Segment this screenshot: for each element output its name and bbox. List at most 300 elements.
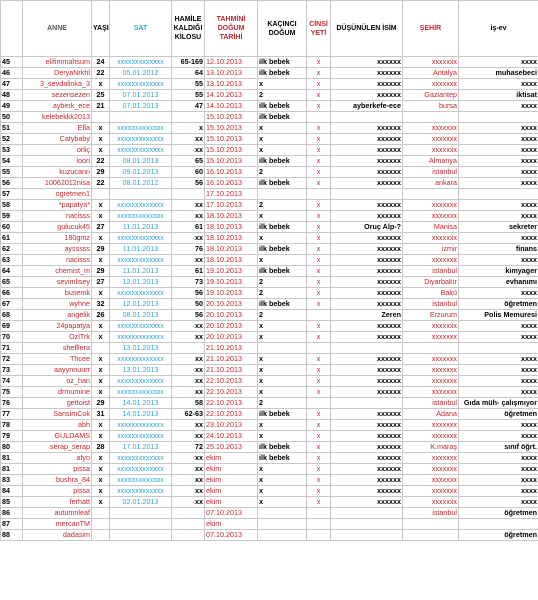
cell-dogum-tarihi[interactable]: 22.10.2013 [205, 376, 258, 387]
cell-num[interactable]: 56 [1, 178, 23, 189]
cell-dusunulen-isim[interactable]: xxxxxx [331, 387, 403, 398]
cell-dusunulen-isim[interactable]: xxxxxx [331, 420, 403, 431]
cell-dusunulen-isim[interactable]: xxxxxx [331, 277, 403, 288]
cell-dogum-tarihi[interactable]: ekim [205, 475, 258, 486]
cell-dogum-tarihi[interactable]: 21.10.2013 [205, 343, 258, 354]
cell-sehir[interactable]: xxxxxxx [403, 332, 459, 343]
cell-sehir[interactable]: istanbul [403, 266, 459, 277]
cell-kilo[interactable]: 55 [172, 90, 205, 101]
cell-cinsiyet[interactable]: x [307, 90, 331, 101]
cell-sat[interactable]: xxxxxxxxxxxxx [110, 486, 172, 497]
cell-cinsiyet[interactable]: x [307, 442, 331, 453]
cell-dusunulen-isim[interactable]: xxxxxx [331, 68, 403, 79]
cell-dogum-tarihi[interactable]: 15.10.2013 [205, 134, 258, 145]
cell-kilo[interactable]: 73 [172, 277, 205, 288]
cell-sehir[interactable]: istanbul [403, 398, 459, 409]
header-num[interactable] [1, 1, 23, 57]
cell-sat[interactable]: xxxxxxxxxxxxx [110, 387, 172, 398]
cell-is-ev[interactable]: xxxx [459, 497, 538, 508]
cell-anne[interactable]: DeryaNrkhl [23, 68, 92, 79]
cell-cinsiyet[interactable]: x [307, 145, 331, 156]
cell-is-ev[interactable]: xxxx [459, 387, 538, 398]
cell-num[interactable]: 54 [1, 156, 23, 167]
cell-dogum-tarihi[interactable]: 21.10.2013 [205, 365, 258, 376]
cell-sat[interactable]: xxxxxxxxxxxxx [110, 376, 172, 387]
cell-yas[interactable]: x [92, 486, 110, 497]
cell-sat[interactable]: 13.01.2013 [110, 365, 172, 376]
cell-num[interactable]: 71 [1, 343, 23, 354]
cell-yas[interactable]: 27 [92, 277, 110, 288]
cell-cinsiyet[interactable]: x [307, 299, 331, 310]
cell-sat[interactable]: xxxxxxxxxxxxx [110, 57, 172, 68]
cell-dogum-tarihi[interactable]: 07.10.2013 [205, 508, 258, 519]
cell-kacinci-dogum[interactable]: x [258, 431, 307, 442]
cell-kacinci-dogum[interactable]: x [258, 475, 307, 486]
cell-num[interactable]: 61 [1, 233, 23, 244]
cell-is-ev[interactable]: sekreter [459, 222, 538, 233]
cell-sat[interactable]: xxxxxxxxxxxxx [110, 233, 172, 244]
cell-yas[interactable]: x [92, 497, 110, 508]
cell-num[interactable]: 58 [1, 200, 23, 211]
cell-sat[interactable]: xxxxxxxxxxxxx [110, 332, 172, 343]
cell-kacinci-dogum[interactable]: 2 [258, 277, 307, 288]
cell-kacinci-dogum[interactable]: x [258, 211, 307, 222]
cell-kacinci-dogum[interactable] [258, 508, 307, 519]
cell-anne[interactable]: elifimmahsum [23, 57, 92, 68]
cell-num[interactable]: 77 [1, 409, 23, 420]
cell-dogum-tarihi[interactable]: 18.10.2013 [205, 255, 258, 266]
cell-kacinci-dogum[interactable]: x [258, 387, 307, 398]
cell-cinsiyet[interactable]: x [307, 387, 331, 398]
cell-kacinci-dogum[interactable]: 2 [258, 288, 307, 299]
cell-kacinci-dogum[interactable]: x [258, 134, 307, 145]
cell-dogum-tarihi[interactable]: ekim [205, 453, 258, 464]
cell-is-ev[interactable]: xxxx [459, 200, 538, 211]
cell-kacinci-dogum[interactable]: ilk bebek [258, 178, 307, 189]
cell-is-ev[interactable]: öğretmen [459, 299, 538, 310]
cell-anne[interactable]: ayberk_ece [23, 101, 92, 112]
cell-is-ev[interactable]: sınıf öğrt. [459, 442, 538, 453]
cell-yas[interactable]: x [92, 211, 110, 222]
cell-anne[interactable]: sevimlisey [23, 277, 92, 288]
cell-anne[interactable]: SansimCok [23, 409, 92, 420]
cell-yas[interactable]: x [92, 453, 110, 464]
cell-sehir[interactable]: bursa [403, 101, 459, 112]
cell-is-ev[interactable]: xxxx [459, 453, 538, 464]
cell-kacinci-dogum[interactable]: ilk bebek [258, 244, 307, 255]
cell-yas[interactable]: 29 [92, 167, 110, 178]
cell-is-ev[interactable] [459, 343, 538, 354]
cell-num[interactable]: 68 [1, 310, 23, 321]
cell-cinsiyet[interactable]: x [307, 167, 331, 178]
cell-sehir[interactable]: xxxxxxx [403, 376, 459, 387]
cell-dogum-tarihi[interactable]: 15.10.2013 [205, 123, 258, 134]
cell-anne[interactable]: oz_han [23, 376, 92, 387]
cell-dogum-tarihi[interactable]: 24.10.2013 [205, 431, 258, 442]
cell-kilo[interactable] [172, 530, 205, 541]
cell-sehir[interactable]: xxxxxxx [403, 387, 459, 398]
cell-kilo[interactable]: xx [172, 134, 205, 145]
cell-cinsiyet[interactable]: x [307, 200, 331, 211]
cell-cinsiyet[interactable]: x [307, 409, 331, 420]
cell-anne[interactable]: Thcee [23, 354, 92, 365]
cell-sehir[interactable]: izmir [403, 244, 459, 255]
cell-dusunulen-isim[interactable]: xxxxxx [331, 431, 403, 442]
header-kacinci-dogum[interactable]: KAÇINCI DOĞUM [258, 1, 307, 57]
cell-cinsiyet[interactable]: x [307, 255, 331, 266]
header-cinsiyet[interactable]: CİNSİ YETİ [307, 1, 331, 57]
cell-dogum-tarihi[interactable]: 07.10.2013 [205, 530, 258, 541]
cell-is-ev[interactable]: iktisat [459, 90, 538, 101]
cell-yas[interactable]: 24 [92, 57, 110, 68]
cell-sat[interactable]: xxxxxxxxxxxxx [110, 475, 172, 486]
cell-kilo[interactable] [172, 189, 205, 200]
cell-anne[interactable]: wyhne [23, 299, 92, 310]
cell-kilo[interactable]: xx [172, 211, 205, 222]
cell-dusunulen-isim[interactable]: xxxxxx [331, 79, 403, 90]
cell-sat[interactable]: 05.01.2012 [110, 68, 172, 79]
cell-cinsiyet[interactable] [307, 189, 331, 200]
cell-sat[interactable]: 11.01.2013 [110, 222, 172, 233]
cell-kacinci-dogum[interactable]: x [258, 145, 307, 156]
cell-cinsiyet[interactable] [307, 519, 331, 530]
cell-kacinci-dogum[interactable]: x [258, 365, 307, 376]
cell-kacinci-dogum[interactable]: ilk bebek [258, 409, 307, 420]
cell-sat[interactable]: xxxxxxxxxxxxx [110, 321, 172, 332]
cell-dusunulen-isim[interactable]: xxxxxx [331, 486, 403, 497]
cell-anne[interactable]: kelebekkk2013 [23, 112, 92, 123]
cell-yas[interactable]: x [92, 79, 110, 90]
cell-dusunulen-isim[interactable]: xxxxxx [331, 233, 403, 244]
cell-sehir[interactable]: Diyarbakır [403, 277, 459, 288]
cell-cinsiyet[interactable]: x [307, 178, 331, 189]
cell-dogum-tarihi[interactable]: 15.10.2013 [205, 112, 258, 123]
cell-yas[interactable]: 26 [92, 310, 110, 321]
cell-dusunulen-isim[interactable]: xxxxxx [331, 134, 403, 145]
cell-kacinci-dogum[interactable]: 2 [258, 167, 307, 178]
cell-kilo[interactable]: 56 [172, 310, 205, 321]
cell-kacinci-dogum[interactable]: x [258, 420, 307, 431]
cell-num[interactable]: 74 [1, 376, 23, 387]
cell-dogum-tarihi[interactable]: 18.10.2013 [205, 233, 258, 244]
cell-anne[interactable]: pissa [23, 486, 92, 497]
cell-num[interactable]: 78 [1, 420, 23, 431]
cell-yas[interactable]: x [92, 420, 110, 431]
cell-kacinci-dogum[interactable]: ilk bebek [258, 299, 307, 310]
cell-sat[interactable]: 07.01.2013 [110, 101, 172, 112]
cell-dogum-tarihi[interactable]: 16.10.2013 [205, 178, 258, 189]
cell-num[interactable]: 45 [1, 57, 23, 68]
cell-num[interactable]: 49 [1, 101, 23, 112]
cell-dusunulen-isim[interactable] [331, 343, 403, 354]
cell-is-ev[interactable]: xxxx [459, 475, 538, 486]
cell-yas[interactable]: x [92, 145, 110, 156]
cell-sehir[interactable]: K.maraş [403, 442, 459, 453]
cell-kilo[interactable]: 62-63 [172, 409, 205, 420]
cell-num[interactable]: 55 [1, 167, 23, 178]
cell-dogum-tarihi[interactable]: ekim [205, 486, 258, 497]
cell-num[interactable]: 60 [1, 222, 23, 233]
cell-cinsiyet[interactable]: x [307, 453, 331, 464]
header-yas[interactable]: YAŞI [92, 1, 110, 57]
cell-anne[interactable]: gettoist [23, 398, 92, 409]
cell-kilo[interactable]: 64 [172, 68, 205, 79]
cell-sat[interactable]: xxxxxxxxxxxxx [110, 200, 172, 211]
cell-num[interactable]: 76 [1, 398, 23, 409]
cell-sat[interactable] [110, 112, 172, 123]
cell-num[interactable]: 67 [1, 299, 23, 310]
cell-kacinci-dogum[interactable]: ilk bebek [258, 453, 307, 464]
cell-kilo[interactable] [172, 343, 205, 354]
cell-cinsiyet[interactable]: x [307, 57, 331, 68]
header-kilo[interactable]: HAMİLE KALDIĞI KİLOSU [172, 1, 205, 57]
cell-dogum-tarihi[interactable]: 22.10.2013 [205, 409, 258, 420]
cell-sat[interactable]: 13.01.2013 [110, 343, 172, 354]
cell-cinsiyet[interactable]: x [307, 332, 331, 343]
cell-num[interactable]: 80 [1, 442, 23, 453]
cell-num[interactable]: 46 [1, 68, 23, 79]
cell-is-ev[interactable]: xxxx [459, 365, 538, 376]
header-sat[interactable]: SAT [110, 1, 172, 57]
cell-is-ev[interactable]: evhanımı [459, 277, 538, 288]
cell-sehir[interactable]: Gaziantep [403, 90, 459, 101]
cell-cinsiyet[interactable] [307, 112, 331, 123]
cell-kilo[interactable]: 72 [172, 442, 205, 453]
cell-kilo[interactable] [172, 508, 205, 519]
cell-yas[interactable]: 28 [92, 442, 110, 453]
cell-sat[interactable]: xxxxxxxxxxxxx [110, 123, 172, 134]
cell-dusunulen-isim[interactable]: xxxxxx [331, 321, 403, 332]
cell-num[interactable]: 83 [1, 475, 23, 486]
cell-num[interactable]: 53 [1, 145, 23, 156]
cell-sehir[interactable]: xxxxxxx [403, 321, 459, 332]
cell-cinsiyet[interactable]: x [307, 156, 331, 167]
cell-sat[interactable]: xxxxxxxxxxxxx [110, 145, 172, 156]
cell-cinsiyet[interactable]: x [307, 233, 331, 244]
cell-num[interactable]: 73 [1, 365, 23, 376]
cell-sat[interactable]: xxxxxxxxxxxxx [110, 431, 172, 442]
cell-anne[interactable]: nacisss [23, 255, 92, 266]
cell-dusunulen-isim[interactable]: ayberkefe-ece [331, 101, 403, 112]
cell-sat[interactable]: 08.01.2013 [110, 156, 172, 167]
cell-is-ev[interactable]: xxxx [459, 354, 538, 365]
cell-dusunulen-isim[interactable]: xxxxxx [331, 332, 403, 343]
cell-yas[interactable]: x [92, 376, 110, 387]
cell-anne[interactable]: GULDAMS [23, 431, 92, 442]
cell-num[interactable]: 50 [1, 112, 23, 123]
cell-yas[interactable]: 32 [92, 299, 110, 310]
cell-anne[interactable]: pissa [23, 464, 92, 475]
cell-dogum-tarihi[interactable]: ekim [205, 464, 258, 475]
cell-sat[interactable]: xxxxxxxxxxxxx [110, 255, 172, 266]
cell-anne[interactable]: autumnleaf [23, 508, 92, 519]
cell-sehir[interactable]: xxxxxxx [403, 57, 459, 68]
cell-cinsiyet[interactable]: x [307, 68, 331, 79]
cell-sehir[interactable]: xxxxxxx [403, 354, 459, 365]
cell-sat[interactable]: xxxxxxxxxxxxx [110, 354, 172, 365]
cell-anne[interactable]: shefllera [23, 343, 92, 354]
cell-is-ev[interactable]: xxxx [459, 101, 538, 112]
cell-kilo[interactable]: xx [172, 321, 205, 332]
cell-is-ev[interactable] [459, 112, 538, 123]
cell-yas[interactable]: x [92, 321, 110, 332]
cell-dusunulen-isim[interactable] [331, 530, 403, 541]
cell-yas[interactable]: x [92, 387, 110, 398]
cell-dusunulen-isim[interactable]: xxxxxx [331, 266, 403, 277]
cell-num[interactable]: 63 [1, 255, 23, 266]
cell-anne[interactable]: angelik [23, 310, 92, 321]
cell-kacinci-dogum[interactable]: x [258, 233, 307, 244]
cell-cinsiyet[interactable]: x [307, 222, 331, 233]
cell-kilo[interactable]: xx [172, 255, 205, 266]
cell-yas[interactable]: x [92, 288, 110, 299]
cell-sehir[interactable]: istanbul [403, 299, 459, 310]
cell-anne[interactable]: chemist_m [23, 266, 92, 277]
cell-is-ev[interactable]: xxxx [459, 288, 538, 299]
cell-kilo[interactable]: xx [172, 431, 205, 442]
cell-anne[interactable]: loori [23, 156, 92, 167]
cell-anne[interactable]: aysssss [23, 244, 92, 255]
cell-sehir[interactable]: Almanya [403, 156, 459, 167]
cell-num[interactable]: 57 [1, 189, 23, 200]
cell-num[interactable]: 70 [1, 332, 23, 343]
cell-num[interactable]: 87 [1, 519, 23, 530]
cell-sehir[interactable]: Antalya [403, 68, 459, 79]
cell-yas[interactable]: 29 [92, 244, 110, 255]
cell-is-ev[interactable]: xxxx [459, 123, 538, 134]
cell-cinsiyet[interactable]: x [307, 420, 331, 431]
cell-kilo[interactable]: xx [172, 145, 205, 156]
header-is-ev[interactable]: iş-ev [459, 1, 538, 57]
cell-kilo[interactable]: xx [172, 486, 205, 497]
cell-kacinci-dogum[interactable]: x [258, 464, 307, 475]
cell-anne[interactable]: OzlTrk [23, 332, 92, 343]
cell-cinsiyet[interactable]: x [307, 365, 331, 376]
cell-dogum-tarihi[interactable]: 19.10.2013 [205, 277, 258, 288]
cell-cinsiyet[interactable]: x [307, 101, 331, 112]
cell-yas[interactable]: x [92, 431, 110, 442]
cell-dogum-tarihi[interactable]: 23.10.2013 [205, 420, 258, 431]
cell-dogum-tarihi[interactable]: 17.10.2013 [205, 200, 258, 211]
cell-num[interactable]: 65 [1, 277, 23, 288]
cell-kacinci-dogum[interactable]: ilk bebek [258, 442, 307, 453]
cell-kacinci-dogum[interactable]: x [258, 486, 307, 497]
cell-yas[interactable]: x [92, 354, 110, 365]
cell-dogum-tarihi[interactable]: 14.10.2013 [205, 101, 258, 112]
cell-kilo[interactable]: 61 [172, 266, 205, 277]
cell-sehir[interactable]: istanbul [403, 508, 459, 519]
cell-num[interactable]: 81 [1, 453, 23, 464]
cell-yas[interactable]: x [92, 332, 110, 343]
cell-kacinci-dogum[interactable] [258, 519, 307, 530]
cell-dogum-tarihi[interactable]: 18.10.2013 [205, 211, 258, 222]
cell-kilo[interactable]: 55 [172, 79, 205, 90]
cell-is-ev[interactable]: xxxx [459, 178, 538, 189]
cell-dogum-tarihi[interactable]: 17.10.2013 [205, 189, 258, 200]
cell-sehir[interactable]: xxxxxxx [403, 431, 459, 442]
cell-anne[interactable]: gulucuk45 [23, 222, 92, 233]
cell-anne[interactable]: sezensezen [23, 90, 92, 101]
cell-dogum-tarihi[interactable]: 22.10.2013 [205, 387, 258, 398]
cell-dusunulen-isim[interactable]: xxxxxx [331, 497, 403, 508]
cell-sat[interactable]: xxxxxxxxxxxxx [110, 79, 172, 90]
cell-cinsiyet[interactable]: x [307, 497, 331, 508]
cell-yas[interactable] [92, 508, 110, 519]
cell-kilo[interactable]: 60 [172, 167, 205, 178]
cell-cinsiyet[interactable]: x [307, 288, 331, 299]
cell-sat[interactable] [110, 530, 172, 541]
cell-kacinci-dogum[interactable]: ilk bebek [258, 57, 307, 68]
cell-kilo[interactable]: 61 [172, 222, 205, 233]
cell-num[interactable]: 52 [1, 134, 23, 145]
cell-sehir[interactable]: ankara [403, 178, 459, 189]
cell-num[interactable]: 59 [1, 211, 23, 222]
cell-is-ev[interactable]: Gıda müh- çalışmıyor [459, 398, 538, 409]
cell-dogum-tarihi[interactable]: 15.10.2013 [205, 145, 258, 156]
cell-anne[interactable]: serap_serap [23, 442, 92, 453]
cell-dusunulen-isim[interactable]: xxxxxx [331, 442, 403, 453]
cell-dogum-tarihi[interactable]: 20.10.2013 [205, 321, 258, 332]
cell-cinsiyet[interactable] [307, 310, 331, 321]
cell-yas[interactable]: 22 [92, 68, 110, 79]
cell-anne[interactable]: abh [23, 420, 92, 431]
cell-kacinci-dogum[interactable]: x [258, 376, 307, 387]
cell-dusunulen-isim[interactable]: xxxxxx [331, 123, 403, 134]
cell-anne[interactable]: orliç [23, 145, 92, 156]
cell-kilo[interactable]: x [172, 123, 205, 134]
cell-dogum-tarihi[interactable]: 18.10.2013 [205, 222, 258, 233]
cell-cinsiyet[interactable]: x [307, 486, 331, 497]
cell-num[interactable]: 51 [1, 123, 23, 134]
cell-sehir[interactable]: xxxxxxx [403, 134, 459, 145]
cell-dusunulen-isim[interactable]: xxxxxx [331, 464, 403, 475]
cell-cinsiyet[interactable] [307, 343, 331, 354]
cell-anne[interactable]: aayynnuurr [23, 365, 92, 376]
cell-dogum-tarihi[interactable]: 20.10.2013 [205, 310, 258, 321]
cell-num[interactable]: 84 [1, 486, 23, 497]
cell-num[interactable]: 75 [1, 387, 23, 398]
cell-sehir[interactable]: xxxxxxx [403, 453, 459, 464]
cell-num[interactable]: 66 [1, 288, 23, 299]
cell-num[interactable]: 85 [1, 497, 23, 508]
cell-dogum-tarihi[interactable]: 19.10.2013 [205, 266, 258, 277]
header-dogum-tarihi[interactable]: TAHMİNİ DOĞUM TARİHİ [205, 1, 258, 57]
cell-anne[interactable]: 180gmz [23, 233, 92, 244]
cell-dusunulen-isim[interactable]: xxxxxx [331, 475, 403, 486]
cell-dogum-tarihi[interactable]: 13.10.2013 [205, 79, 258, 90]
cell-dusunulen-isim[interactable]: xxxxxx [331, 365, 403, 376]
cell-dusunulen-isim[interactable]: xxxxxx [331, 178, 403, 189]
cell-dogum-tarihi[interactable]: 25.10.2013 [205, 442, 258, 453]
cell-yas[interactable]: x [92, 464, 110, 475]
cell-is-ev[interactable]: xxxx [459, 211, 538, 222]
cell-kilo[interactable]: 76 [172, 244, 205, 255]
cell-sat[interactable]: 11.01.2013 [110, 244, 172, 255]
cell-anne[interactable]: nacisss [23, 211, 92, 222]
cell-sat[interactable]: 08.01.2013 [110, 310, 172, 321]
cell-yas[interactable]: x [92, 365, 110, 376]
cell-kacinci-dogum[interactable]: ilk bebek [258, 112, 307, 123]
cell-kilo[interactable]: xx [172, 376, 205, 387]
cell-dusunulen-isim[interactable]: xxxxxx [331, 167, 403, 178]
cell-dogum-tarihi[interactable]: 12.10.2013 [205, 57, 258, 68]
cell-yas[interactable]: x [92, 255, 110, 266]
cell-sat[interactable]: 14.01.2013 [110, 409, 172, 420]
cell-dusunulen-isim[interactable]: xxxxxx [331, 255, 403, 266]
cell-cinsiyet[interactable]: x [307, 134, 331, 145]
cell-sat[interactable]: 12.01.2013 [110, 277, 172, 288]
cell-kilo[interactable]: xx [172, 453, 205, 464]
